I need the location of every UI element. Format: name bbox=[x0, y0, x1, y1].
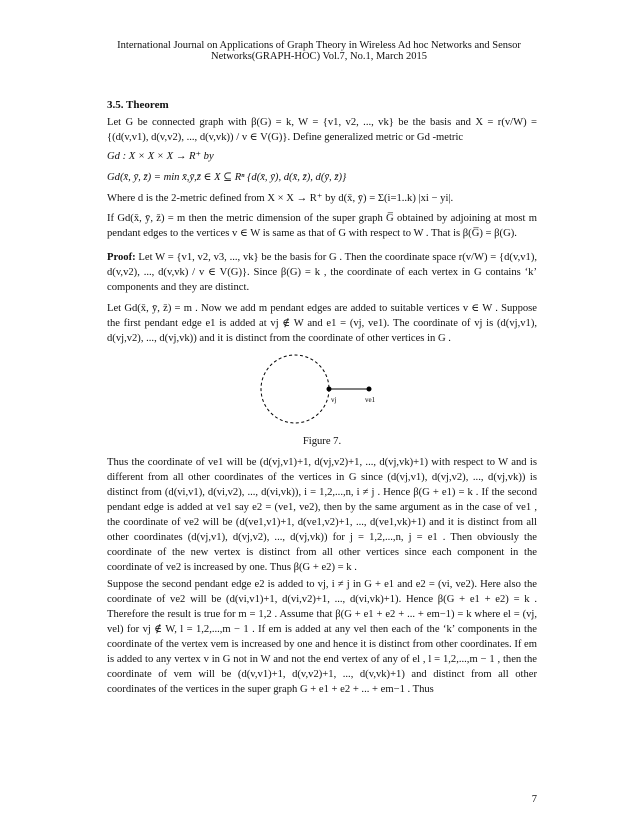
proof-text-1: Let W = {v1, v2, v3, ..., vk} be the basis for G . Then the coordinate space r(v/W) = {d(v,v1), d(v,v2), ..., d(v,vk) / v ∈ V(G)}. Since β(G) = k , the coordinate of each vertex in G contains ‘k’ components and they are distinct. bbox=[107, 252, 537, 293]
section-title: 3.5. Theorem bbox=[107, 99, 169, 111]
body-paragraph-1: Thus the coordinate of ve1 will be (d(vj,v1)+1, d(vj,v2)+1, ..., d(vj,vk)+1) with respect to W and is different from all other coordinates of the vertices in G since (d(vj,v1), d(vj,v2), ..., d(vj,vk)) is distinct from (d(vi,v1), d(vi,v2), ..., d(vi,vk)), i = 1,2,...,n, i ≠ j . Hence β(G + e1) = k . If the second pendant edge is added at ve1 say e2 = (ve1, ve2), then by the same argument as in the case of ve1 , the coordinate of ve2 will be (d(ve1,v1)+1, d(ve1,v2)+1, ..., d(ve1,vk)+1) and it is distinct from all other coordinates (d(vj,v1), d(vj,v2), ..., d(vj,vk)) for j = 1,2,...,n, j = e1 . Then obviously the coordinate of the new vertex is distinct from all other vertices since each component in the coordinate of ve2 is increased by one. Thus β(G + e2) = k . bbox=[107, 457, 537, 573]
header-line-2: Networks(GRAPH-HOC) Vol.7, No.1, March 2015 bbox=[210, 51, 428, 62]
theorem-paragraph-2: Where d is the 2-metric defined from X × X → R⁺ by d(x̄, ȳ) = Σ(i=1..k) |xi − yi|. bbox=[107, 193, 454, 204]
body-paragraph-2: Suppose the second pendant edge e2 is added to vj, i ≠ j in G + e1 and e2 = (vi, ve2). Here also the coordinate of ve2 will be (d(vi,v1)+1, d(vi,v2)+1, ..., d(vi,vk)+1). Hence β(G + e1 + e2) = k . Therefore the result is true for m = 1,2 . Assume that β(G + e1 + e2 + ... + em−1) = k where el = (vj, vel) for vj ∉ W, l = 1,2,...,m − 1 . If em is added at any vel then each of the ‘k’ components in the coordinate of the vertex vem is increased by one and hence it is distinct from other coordinates. If em is added to any vertex v in G not in W and not the end vertex of any of el , l = 1,2,...,m − 1 , then the coordinate of vem will be (d(v,v1)+1, d(v,v2)+1, ..., d(v,vk)+1) and distinct from all other coordinates of the vertices in the super graph G + e1 + e2 + ... + em−1 . Thus bbox=[107, 579, 537, 695]
theorem-paragraph-3: If Gd(x̄, ȳ, z̄) = m then the metric dimension of the super graph G̅ obtained by adjoining at most m pendant edges to the vertices v ∈ W is same as that of G with respect to W . That is β(G̅) = β(G). bbox=[107, 213, 537, 239]
header-line-1: International Journal on Applications of Graph Theory in Wireless Ad hoc Networks and Sensor bbox=[117, 40, 521, 51]
journal-header bbox=[0, 40, 638, 62]
proof-paragraph-1 bbox=[107, 250, 537, 295]
figure-7-graph bbox=[247, 348, 397, 430]
proof-label: Proof: bbox=[107, 252, 136, 263]
vertex-vj bbox=[327, 387, 332, 392]
theorem-definition: Gd : X × X × X → R⁺ by bbox=[107, 151, 214, 162]
page-number: 7 bbox=[531, 794, 537, 805]
theorem-formula: Gd(x̄, ȳ, z̄) = min x̄,ȳ,z̄ ∈ X ⊆ Rⁿ {d(x̄, ȳ), d(x̄, z̄), d(ȳ, z̄)} bbox=[107, 172, 347, 183]
vertex-ve1 bbox=[367, 387, 372, 392]
theorem-paragraph-1: Let G be connected graph with β(G) = k, W = {v1, v2, ..., vk} be the basis and X = r(v/W) = {(d(v,v1), d(v,v2), ..., d(v,vk)) / v ∈ V(G)}. Define generalized metric or Gd -metric bbox=[107, 117, 537, 143]
page-body bbox=[107, 98, 537, 697]
figure-caption: Figure 7. bbox=[302, 436, 342, 447]
label-ve1: ve1 bbox=[365, 396, 376, 404]
graph-g-dashed-circle bbox=[261, 355, 329, 423]
proof-paragraph-2: Let Gd(x̄, ȳ, z̄) = m . Now we add m pendant edges are added to suitable vertices v ∈ W . Suppose the first pendant edge e1 is added at vj ∉ W and e1 = (vj, ve1). The coordinate of vj is (d(vj,v1), d(vj,v2), ..., d(vj,vk)) and it is distinct from the coordinate of other vertices in G . bbox=[107, 303, 537, 344]
label-vj: vj bbox=[331, 396, 337, 404]
